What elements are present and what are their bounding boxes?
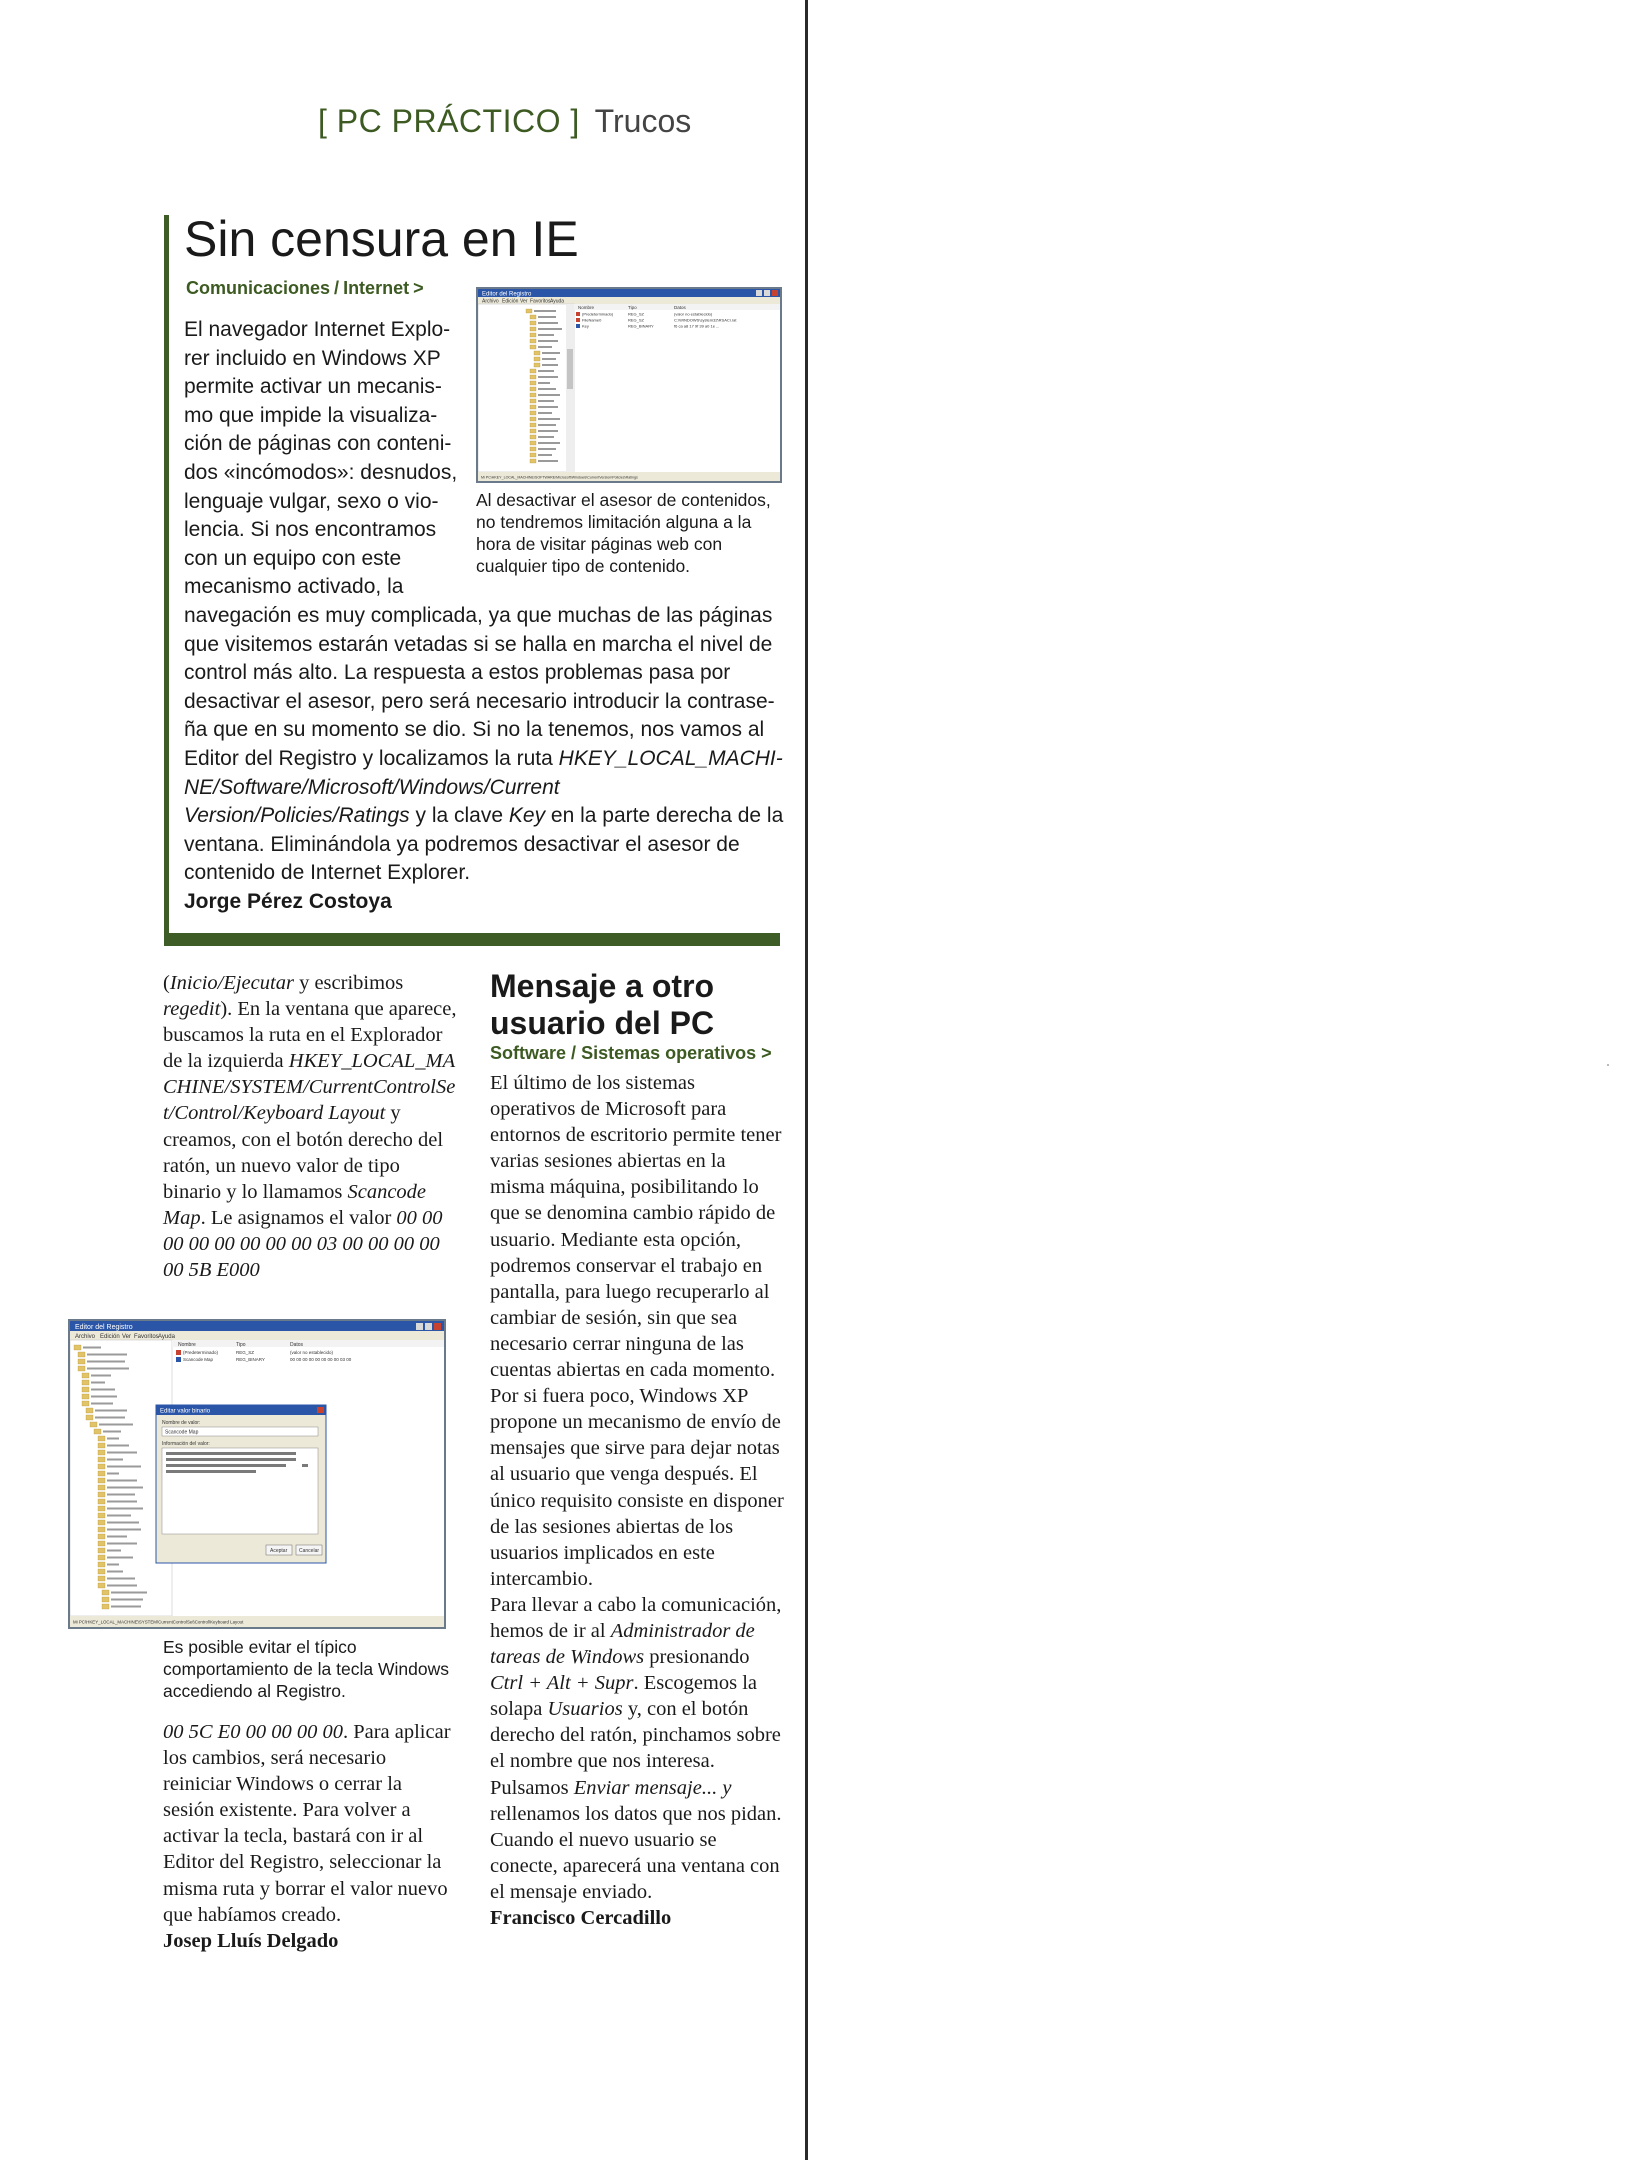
article1-body: El navegador Internet Explo- rer incluido en Windows XP permite activar un mecanis- mo que impide la visualiza- ción de páginas con conteni- dos «incómodos»: desnudos, lenguaje vulgar, sexo o vio- lencia. Si nos encontramos con un equipo con este mecanismo activado, la navegación es muy complicada, ya que muchas de las páginas que visitemos estarán vetadas si se halla en marcha el nivel de control más alto. La respuesta a estos problemas pasa por desactivar el asesor, pero será necesario introducir la contrase- ña que en su momento se dio. Si no la tenemos, nos vamos al Editor del Registro y localizamos la ruta HKEY_LOCAL_MACHI- NE/Software/Microsoft/Windows/Current Version/Policies/Ratings y la clave Key en la parte derecha de la ventana. Eliminándola ya podremos desactivar el asesor de contenido de Internet Explorer. Jorge Pérez Costoya [184,316,784,916]
column-divider [805,0,808,2160]
menu2-item-4: Ayuda [158,1334,175,1340]
col2-header-data: Datos [290,1342,304,1348]
article2-body [490,1070,785,1931]
prev-article-body-continued [163,1719,458,1954]
row-0-data: (valor no establecido) [674,311,713,317]
prev-article-author: Josep Lluís Delgado [163,1929,339,1952]
dialog-info-label: Información del valor: [162,1441,210,1447]
dialog-cancel-button: Cancelar [299,1548,320,1554]
col-header-data: Datos [674,305,686,310]
col-header-name: Nombre [578,305,595,310]
prev-article-paragraph: (Inicio/Ejecutar y escribimos regedit). En la ventana que aparece, buscamos la ruta en el Explorador de la izquierda HKEY_LOCAL_MACHINE/SYSTEM/CurrentControlSet/Control/Keyboard Layout y creamos, con el botón derecho del ratón, un nuevo valor de tipo binario y lo llamamos Scancode Map. Le asignamos el valor 00 00 00 00 00 00 00 00 03 00 00 00 00 00 5B E000 [163,972,457,1282]
statusbar-2: Mi PC\HKEY_LOCAL_MACHINE\SYSTEM\CurrentControlSet\Control\Keyboard Layout [73,1619,244,1625]
figure2-caption: Es posible evitar el típico comportamiento de la tecla Windows accediendo al Registro. [163,1637,449,1701]
row2-1-data: 00 00 00 00 00 00 00 00 03 00 [290,1357,352,1362]
statusbar: Mi PC\HKEY_LOCAL_MACHINE\SOFTWARE\Microsoft\Windows\CurrentVersion\Policies\Ratings [481,475,638,480]
prev-article-paragraph-2: 00 5C E0 00 00 00 00. Para aplicar los cambios, será necesario reiniciar Windows o cerrar la sesión existente. Para volver a activar la tecla, bastará con ir al Editor del Registro, seleccionar la misma ruta y borrar el valor nuevo que habíamos creado. [163,1721,451,1926]
sidebar-bottom-bar [164,933,780,946]
col2-header-type: Tipo [236,1342,246,1348]
article1-category: Comunicaciones / Internet > [186,278,424,298]
row-0-name: (Predeterminado) [582,311,614,317]
window-title: Editor del Registro [482,291,532,298]
article2-title: Mensaje a otro usuario del PC [490,968,715,1041]
dialog-name-label: Nombre de valor: [162,1420,201,1426]
article2-category: Software / Sistemas operativos > [490,1043,772,1063]
row-2-data: f6 ca a8 17 9f 39 a0 1e ... [674,323,720,329]
article1-title: Sin censura en IE [184,211,579,267]
row-1-name: FileName0 [582,317,602,323]
row2-0-data: (valor no establecido) [290,1350,334,1355]
col2-header-name: Nombre [178,1342,196,1348]
edit-binary-dialog [156,1405,326,1563]
scan-speck [1607,1064,1609,1066]
sidebar-accent-bar [164,215,169,940]
row2-0-type: REG_SZ [236,1350,255,1355]
registry-window-image-2 [70,1321,444,1627]
menu-item-4: Ayuda [550,298,565,305]
row2-1-type: REG_BINARY [236,1357,265,1362]
article2-author: Francisco Cercadillo [490,1907,672,1929]
row-2-type: REG_BINARY [628,323,654,329]
figure1-caption: Al desactivar el asesor de contenidos, no tendremos limitación alguna a la hora de visitar páginas web con cualquier tipo de contenido. [476,490,771,576]
menu2-item-1: Edición [100,1334,120,1340]
menu-item-2: Ver [520,298,528,305]
article2-paragraph-1: El último de los sistemas operativos de Microsoft para entornos de escritorio permite tener varias sesiones abiertas en la misma máquina, posibilitando lo que se denomina cambio rápido de usuario. Mediante esta opción, podremos conservar el trabajo en pantalla, para luego recuperarlo al cambiar de sesión, sin que sea necesario cerrar ninguna de las cuentas abiertas en cada momento. Por si fuera poco, Windows XP propone un mecanismo de envío de mensajes que sirve para dejar notas al usuario que venga después. El único requisito consiste en disponer de las sesiones abiertas de los usuarios implicados en este intercambio. [490,1072,784,1590]
col-header-type: Tipo [628,305,637,310]
row-1-type: REG_SZ [628,317,645,323]
dialog-name-value: Scancode Map [165,1429,199,1436]
menu2-item-3: Favoritos [134,1334,159,1340]
row2-0-name: (Predeterminado) [183,1350,219,1355]
row-0-type: REG_SZ [628,311,645,317]
article1-author: Jorge Pérez Costoya [184,889,392,913]
subsection-label: Trucos [594,103,692,139]
menu-item-3: Favoritos [530,298,551,305]
row-1-data: C:\WINDOWS\system32\RSACi.rat [674,317,737,323]
article2-paragraph-2: Para llevar a cabo la comunicación, hemos de ir al Administrador de tareas de Windows presionando Ctrl + Alt + Supr. Escogemos la solapa Usuarios y, con el botón derecho del ratón, pinchamos sobre el nombre que nos interesa. Pulsamos Enviar mensaje... y rellenamos los datos que nos pidan. Cuando el nuevo usuario se conecte, aparecerá una ventana con el mensaje enviado. [490,1593,782,1903]
article1-narrow-block: El navegador Internet Explo- rer incluido en Windows XP permite activar un mecanis- mo que impide la visualiza- ción de páginas con conteni- dos «incómodos»: desnudos, lenguaje vulgar, sexo o vio- lencia. Si nos encontramos con un equipo con este mecanismo activado, la [184,318,458,599]
section-label: [ PC PRÁCTICO ] [318,103,580,139]
menu-item-0: Archivo [482,298,499,305]
menu-item-1: Edición [502,298,519,305]
prev-article-body [163,970,458,1283]
dialog-ok-button: Aceptar [270,1548,288,1554]
section-header [318,103,691,140]
row-2-name: Key [582,323,589,329]
menu2-item-2: Ver [122,1334,132,1340]
dialog-title: Editar valor binario [160,1408,211,1415]
row2-1-name: Scancode Map [183,1357,214,1362]
window2-title: Editor del Registro [75,1324,133,1331]
menu2-item-0: Archivo [75,1334,96,1340]
registry-screenshot-keyboard-layout [68,1319,446,1629]
